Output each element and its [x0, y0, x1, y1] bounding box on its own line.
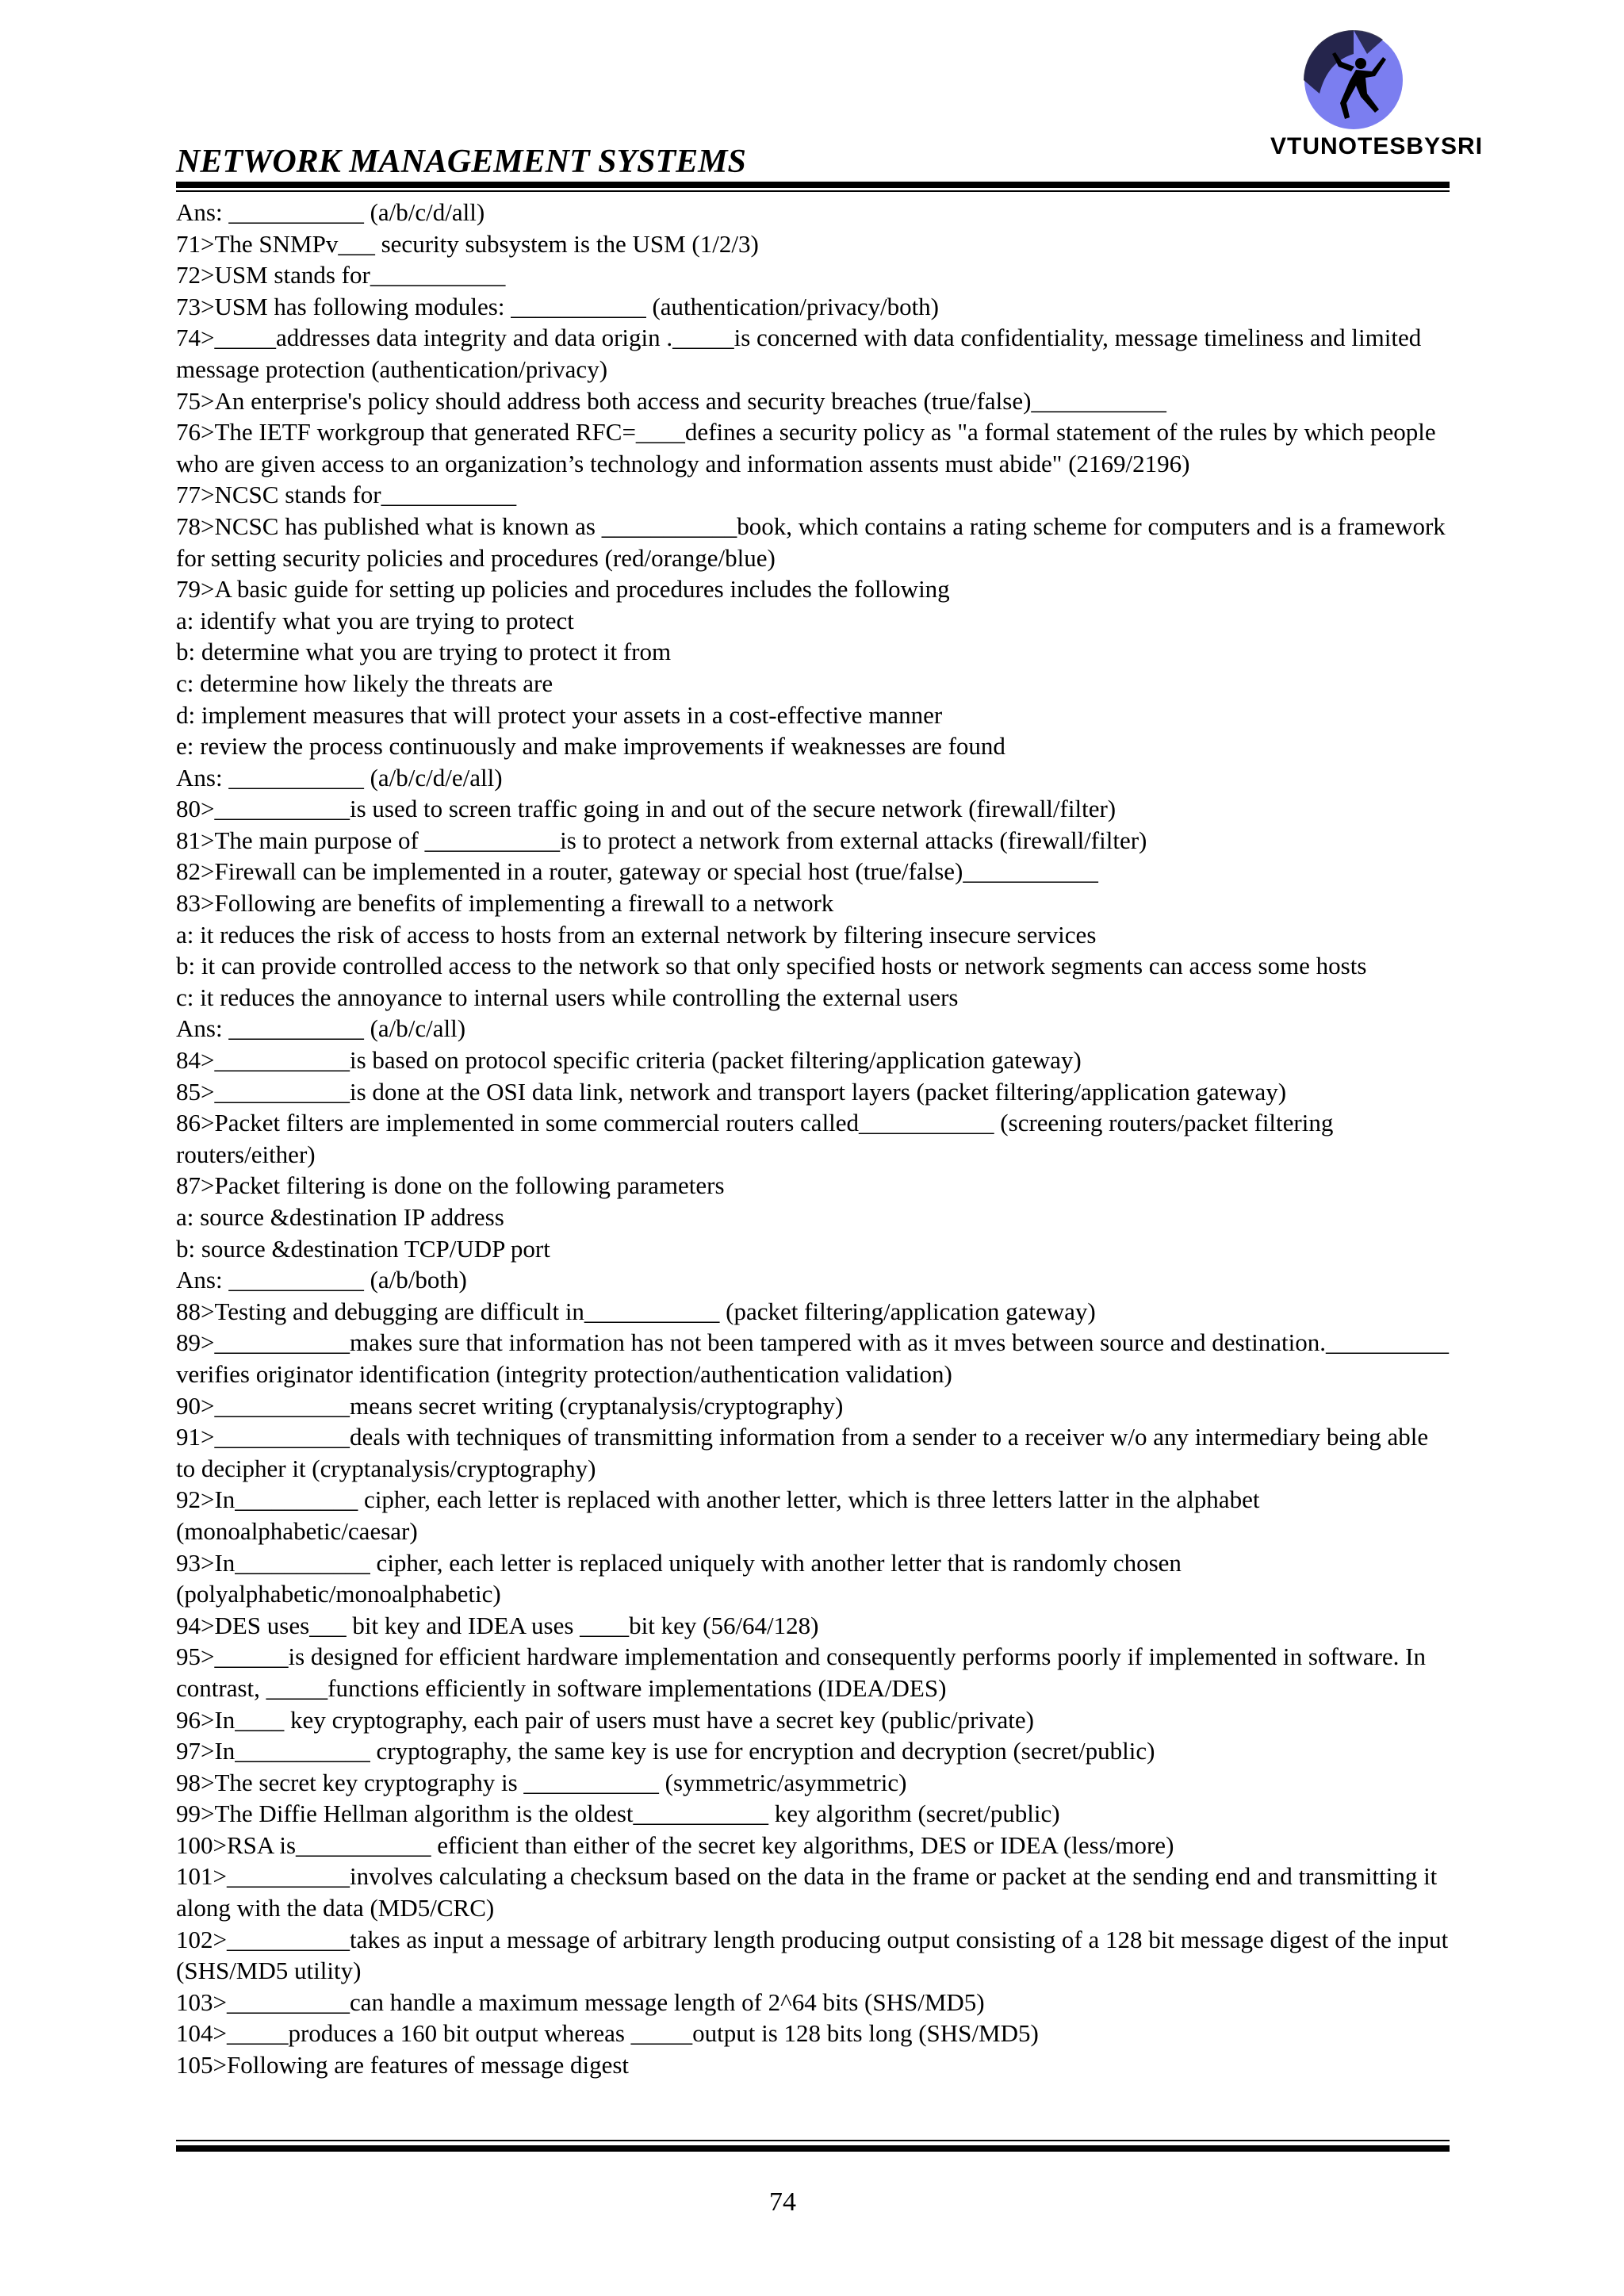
text-line: 101>__________involves calculating a checksum based on the data in the frame or packet at the sending end and transmitting it along with the data (MD5/CRC) — [176, 1862, 1438, 1922]
text-line: 105>Following are features of message digest — [176, 2051, 630, 2079]
text-line: Ans: ___________ (a/b/c/all) — [176, 1014, 466, 1043]
header-title: NETWORK MANAGEMENT SYSTEMS — [176, 144, 746, 180]
text-line: 79>A basic guide for setting up policies and procedures includes the following — [176, 575, 950, 604]
text-line: d: implement measures that will protect your assets in a cost-effective manner — [176, 700, 943, 729]
text-line: a: source &destination IP address — [176, 1203, 504, 1231]
brand-logo — [1270, 30, 1484, 165]
page-number: 74 — [769, 2187, 796, 2217]
text-line: 93>In___________ cipher, each letter is replaced uniquely with another letter that is randomly chosen (polyalphabetic/monoalphabetic) — [176, 1548, 1182, 1608]
text-line: 96>In____ key cryptography, each pair of users must have a secret key (public/private) — [176, 1705, 1035, 1734]
question-list — [176, 197, 1450, 2081]
text-line: b: determine what you are trying to protect it from — [176, 638, 672, 666]
text-line: 80>___________is used to screen traffic going in and out of the secure network (firewall/filter) — [176, 795, 1116, 823]
text-line: 76>The IETF workgroup that generated RFC=____defines a security policy as "a formal statement of the rules by which people who are given access to an organization’s technology and information assents must abide" (2169/2196) — [176, 418, 1436, 477]
text-line: a: identify what you are trying to protect — [176, 606, 574, 634]
text-line: 97>In___________ cryptography, the same key is use for encryption and decryption (secret/public) — [176, 1737, 1155, 1765]
text-line: 83>Following are benefits of implementing a firewall to a network — [176, 889, 834, 918]
text-line: 90>___________means secret writing (cryptanalysis/cryptography) — [176, 1391, 844, 1420]
text-line: 86>Packet filters are implemented in some commercial routers called___________ (screening routers/packet filtering routers/either) — [176, 1109, 1334, 1168]
text-line: 98>The secret key cryptography is ___________ (symmetric/asymmetric) — [176, 1768, 907, 1796]
text-line: 87>Packet filtering is done on the following parameters — [176, 1171, 725, 1200]
text-line: Ans: ___________ (a/b/c/d/all) — [176, 198, 485, 226]
logo-text: VTUNOTESBYSRI — [1270, 133, 1484, 159]
text-line: 91>___________deals with techniques of transmitting information from a sender to a receiver w/o any intermediary being able to decipher it (cryptanalysis/cryptography) — [176, 1423, 1429, 1482]
footer-rule-thick — [176, 2145, 1450, 2152]
text-line: 94>DES uses___ bit key and IDEA uses ____bit key (56/64/128) — [176, 1611, 819, 1639]
text-line: 102>__________takes as input a message of arbitrary length producing output consisting of a 128 bit message digest of the input (SHS/MD5 utility) — [176, 1925, 1449, 1985]
text-line: 71>The SNMPv___ security subsystem is the USM (1/2/3) — [176, 229, 759, 258]
text-line: 73>USM has following modules: ___________ (authentication/privacy/both) — [176, 292, 939, 320]
text-line: e: review the process continuously and make improvements if weaknesses are found — [176, 732, 1005, 761]
text-line: a: it reduces the risk of access to hosts from an external network by filtering insecure services — [176, 920, 1097, 949]
page-header — [176, 30, 1484, 189]
text-line: 81>The main purpose of ___________is to protect a network from external attacks (firewall/filter) — [176, 826, 1147, 854]
climber-logo-icon — [1304, 30, 1404, 130]
text-line: 88>Testing and debugging are difficult in___________ (packet filtering/application gateway) — [176, 1297, 1096, 1325]
text-line: 103>__________can handle a maximum message length of 2^64 bits (SHS/MD5) — [176, 1987, 985, 2016]
text-line: 84>___________is based on protocol specific criteria (packet filtering/application gateway) — [176, 1046, 1082, 1075]
text-line: b: it can provide controlled access to the network so that only specified hosts or network segments can access some hosts — [176, 952, 1367, 980]
text-line: c: determine how likely the threats are — [176, 669, 553, 697]
text-line: 104>_____produces a 160 bit output whereas _____output is 128 bits long (SHS/MD5) — [176, 2019, 1039, 2048]
text-line: 77>NCSC stands for___________ — [176, 481, 517, 509]
text-line: 95>______is designed for efficient hardware implementation and consequently performs poorly if implemented in software. In contrast, _____functions efficiently in software implementations (IDEA/DES) — [176, 1642, 1426, 1702]
text-line: 99>The Diffie Hellman algorithm is the oldest___________ key algorithm (secret/public) — [176, 1800, 1060, 1828]
text-line: b: source &destination TCP/UDP port — [176, 1234, 550, 1263]
text-line: 85>___________is done at the OSI data link, network and transport layers (packet filtering/application gateway) — [176, 1077, 1287, 1106]
header-rule-thick — [176, 182, 1450, 188]
header-rule-thin — [176, 190, 1450, 192]
text-line: 92>In__________ cipher, each letter is replaced with another letter, which is three letters latter in the alphabet (monoalphabetic/caesar) — [176, 1485, 1260, 1545]
text-line: 75>An enterprise's policy should address both access and security breaches (true/false)___________ — [176, 386, 1166, 415]
text-line: 72>USM stands for___________ — [176, 261, 506, 289]
text-line: 74>_____addresses data integrity and data origin ._____is concerned with data confidentiality, message timeliness and limited message protection (authentication/privacy) — [176, 324, 1422, 383]
text-line: 78>NCSC has published what is known as ___________book, which contains a rating scheme for computers and is a framework for setting security policies and procedures (red/orange/blue) — [176, 512, 1446, 572]
text-line: 82>Firewall can be implemented in a router, gateway or special host (true/false)___________ — [176, 857, 1098, 886]
text-line: c: it reduces the annoyance to internal users while controlling the external users — [176, 983, 959, 1011]
text-line: 100>RSA is___________ efficient than either of the secret key algorithms, DES or IDEA (less/more) — [176, 1830, 1174, 1859]
text-line: 89>___________makes sure that information has not been tampered with as it mves between source and destination.__________ verifies originator identification (integrity protection/authentication validation) — [176, 1328, 1450, 1388]
footer-rule-thin — [176, 2140, 1450, 2141]
text-line: Ans: ___________ (a/b/c/d/e/all) — [176, 763, 503, 792]
text-line: Ans: ___________ (a/b/both) — [176, 1266, 467, 1294]
